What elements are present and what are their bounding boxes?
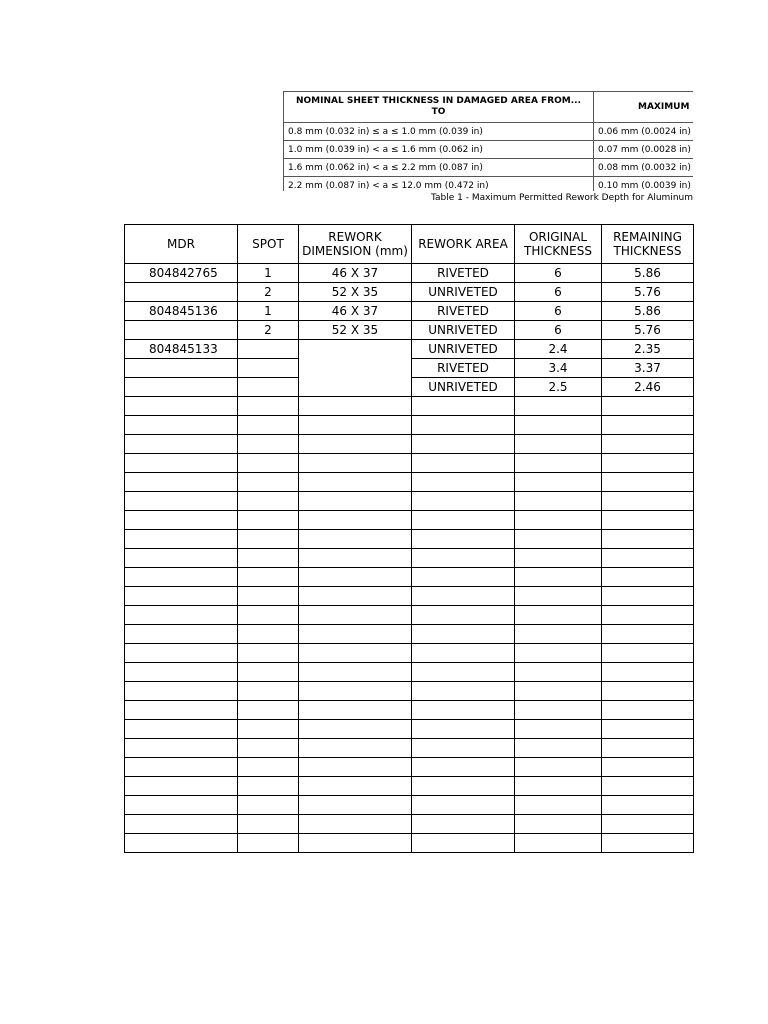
empty-cell[interactable] (515, 435, 602, 454)
cell-spot[interactable] (238, 340, 299, 359)
empty-cell[interactable] (125, 416, 238, 435)
empty-cell[interactable] (515, 815, 602, 834)
empty-cell[interactable] (299, 682, 412, 701)
cell-mdr[interactable]: 804845133 (125, 340, 238, 359)
empty-cell[interactable] (125, 397, 238, 416)
empty-cell[interactable] (602, 492, 694, 511)
empty-cell[interactable] (412, 663, 515, 682)
cell-rework-area[interactable]: RIVETED (412, 302, 515, 321)
empty-cell[interactable] (299, 454, 412, 473)
empty-cell[interactable] (602, 587, 694, 606)
empty-cell[interactable] (125, 777, 238, 796)
cell-spot[interactable] (238, 359, 299, 378)
empty-table-row (125, 568, 694, 587)
cell-mdr[interactable]: 804845136 (125, 302, 238, 321)
empty-cell[interactable] (412, 606, 515, 625)
empty-cell[interactable] (299, 606, 412, 625)
empty-cell[interactable] (238, 739, 299, 758)
cell-rework-dimension[interactable]: 52 X 35 (299, 321, 412, 340)
cell-rework-area[interactable]: UNRIVETED (412, 378, 515, 397)
empty-cell[interactable] (125, 587, 238, 606)
empty-cell[interactable] (238, 606, 299, 625)
header-remaining-thickness[interactable]: REMAINING THICKNESS (602, 225, 694, 264)
empty-cell[interactable] (238, 758, 299, 777)
cell-remaining-thickness[interactable]: 5.76 (602, 283, 694, 302)
empty-cell[interactable] (602, 720, 694, 739)
empty-cell[interactable] (602, 568, 694, 587)
cell-mdr[interactable]: 804842765 (125, 264, 238, 283)
cell-rework-dimension[interactable]: 52 X 35 (299, 283, 412, 302)
empty-cell[interactable] (238, 720, 299, 739)
empty-cell[interactable] (299, 397, 412, 416)
empty-table-row (125, 511, 694, 530)
reference-table-caption: Table 1 - Maximum Permitted Rework Depth for Aluminum (431, 193, 693, 203)
empty-table-row (125, 701, 694, 720)
empty-cell[interactable] (602, 606, 694, 625)
reference-cell: 2.2 mm (0.087 in) < a ≤ 12.0 mm (0.472 in) (284, 177, 594, 192)
empty-cell[interactable] (238, 644, 299, 663)
empty-cell[interactable] (515, 416, 602, 435)
empty-table-row (125, 663, 694, 682)
empty-cell[interactable] (602, 416, 694, 435)
empty-cell[interactable] (412, 625, 515, 644)
empty-table-row (125, 473, 694, 492)
empty-cell[interactable] (602, 663, 694, 682)
cell-remaining-thickness[interactable]: 5.86 (602, 302, 694, 321)
cell-original-thickness[interactable]: 6 (515, 321, 602, 340)
empty-cell[interactable] (602, 682, 694, 701)
header-rework-dimension[interactable]: REWORK DIMENSION (mm) (299, 225, 412, 264)
empty-cell[interactable] (412, 416, 515, 435)
empty-cell[interactable] (125, 663, 238, 682)
cell-original-thickness[interactable]: 3.4 (515, 359, 602, 378)
reference-header-thickness: NOMINAL SHEET THICKNESS IN DAMAGED AREA FROM... TO (284, 92, 594, 123)
empty-cell[interactable] (412, 644, 515, 663)
reference-table (283, 91, 693, 191)
empty-table-row (125, 796, 694, 815)
empty-table-row (125, 625, 694, 644)
empty-cell[interactable] (238, 492, 299, 511)
cell-spot[interactable]: 2 (238, 321, 299, 340)
empty-cell[interactable] (515, 625, 602, 644)
empty-cell[interactable] (602, 701, 694, 720)
rework-sheet-table (124, 224, 694, 853)
empty-cell[interactable] (515, 473, 602, 492)
empty-cell[interactable] (515, 397, 602, 416)
empty-cell[interactable] (412, 815, 515, 834)
empty-cell[interactable] (299, 587, 412, 606)
cell-remaining-thickness[interactable]: 2.35 (602, 340, 694, 359)
cell-spot[interactable]: 2 (238, 283, 299, 302)
cell-rework-dimension[interactable]: 46 X 37 (299, 264, 412, 283)
empty-cell[interactable] (299, 720, 412, 739)
empty-table-row (125, 720, 694, 739)
empty-cell[interactable] (602, 834, 694, 853)
empty-table-row (125, 549, 694, 568)
empty-cell[interactable] (602, 530, 694, 549)
reference-cell: 0.06 mm (0.0024 in) (594, 123, 694, 141)
empty-cell[interactable] (238, 568, 299, 587)
table-row (125, 302, 694, 321)
cell-original-thickness[interactable]: 6 (515, 302, 602, 321)
empty-cell[interactable] (125, 492, 238, 511)
reference-row (284, 123, 694, 141)
empty-table-row (125, 758, 694, 777)
empty-cell[interactable] (238, 777, 299, 796)
table-row (125, 321, 694, 340)
cell-mdr[interactable] (125, 283, 238, 302)
empty-cell[interactable] (515, 549, 602, 568)
empty-cell[interactable] (299, 644, 412, 663)
empty-cell[interactable] (125, 815, 238, 834)
reference-header-maximum: MAXIMUM (594, 92, 694, 123)
empty-cell[interactable] (515, 758, 602, 777)
reference-cell: 0.07 mm (0.0028 in) (594, 141, 694, 159)
empty-cell[interactable] (125, 435, 238, 454)
empty-cell[interactable] (299, 549, 412, 568)
empty-cell[interactable] (412, 758, 515, 777)
empty-cell[interactable] (299, 815, 412, 834)
empty-cell[interactable] (602, 758, 694, 777)
empty-cell[interactable] (515, 796, 602, 815)
empty-cell[interactable] (412, 530, 515, 549)
table-row (125, 264, 694, 283)
empty-table-row (125, 739, 694, 758)
empty-cell[interactable] (515, 492, 602, 511)
empty-cell[interactable] (299, 416, 412, 435)
empty-cell[interactable] (299, 625, 412, 644)
empty-cell[interactable] (125, 739, 238, 758)
reference-row (284, 141, 694, 159)
reference-row (284, 159, 694, 177)
cell-rework-area[interactable]: RIVETED (412, 264, 515, 283)
empty-cell[interactable] (238, 454, 299, 473)
empty-cell[interactable] (125, 473, 238, 492)
empty-cell[interactable] (238, 473, 299, 492)
reference-cell: 0.8 mm (0.032 in) ≤ a ≤ 1.0 mm (0.039 in) (284, 123, 594, 141)
empty-cell[interactable] (299, 758, 412, 777)
empty-cell[interactable] (412, 568, 515, 587)
empty-cell[interactable] (515, 777, 602, 796)
header-spot[interactable]: SPOT (238, 225, 299, 264)
empty-cell[interactable] (602, 511, 694, 530)
empty-cell[interactable] (299, 473, 412, 492)
cell-original-thickness[interactable]: 2.4 (515, 340, 602, 359)
cell-original-thickness[interactable]: 6 (515, 283, 602, 302)
empty-cell[interactable] (412, 549, 515, 568)
empty-cell[interactable] (515, 587, 602, 606)
empty-cell[interactable] (125, 549, 238, 568)
empty-cell[interactable] (125, 758, 238, 777)
empty-table-row (125, 815, 694, 834)
empty-cell[interactable] (125, 796, 238, 815)
empty-cell[interactable] (602, 815, 694, 834)
empty-cell[interactable] (602, 777, 694, 796)
empty-cell[interactable] (515, 701, 602, 720)
empty-cell[interactable] (602, 397, 694, 416)
empty-cell[interactable] (412, 473, 515, 492)
empty-cell[interactable] (125, 720, 238, 739)
cell-rework-dimension[interactable]: 46 X 37 (299, 302, 412, 321)
empty-cell[interactable] (412, 796, 515, 815)
cell-remaining-thickness[interactable]: 5.76 (602, 321, 694, 340)
empty-cell[interactable] (515, 644, 602, 663)
empty-cell[interactable] (412, 587, 515, 606)
empty-cell[interactable] (125, 682, 238, 701)
empty-cell[interactable] (515, 454, 602, 473)
cell-spot[interactable] (238, 378, 299, 397)
empty-table-row (125, 435, 694, 454)
empty-cell[interactable] (412, 720, 515, 739)
cell-remaining-thickness[interactable]: 2.46 (602, 378, 694, 397)
empty-cell[interactable] (125, 568, 238, 587)
empty-cell[interactable] (602, 796, 694, 815)
empty-cell[interactable] (412, 454, 515, 473)
cell-rework-area[interactable]: RIVETED (412, 359, 515, 378)
empty-cell[interactable] (238, 682, 299, 701)
empty-cell[interactable] (602, 625, 694, 644)
empty-cell[interactable] (299, 777, 412, 796)
empty-cell[interactable] (515, 682, 602, 701)
empty-cell[interactable] (238, 834, 299, 853)
empty-table-row (125, 454, 694, 473)
empty-cell[interactable] (412, 511, 515, 530)
cell-original-thickness[interactable]: 2.5 (515, 378, 602, 397)
empty-cell[interactable] (412, 397, 515, 416)
reference-cell: 1.0 mm (0.039 in) < a ≤ 1.6 mm (0.062 in) (284, 141, 594, 159)
empty-cell[interactable] (299, 663, 412, 682)
reference-cell: 0.08 mm (0.0032 in) (594, 159, 694, 177)
empty-cell[interactable] (602, 435, 694, 454)
cell-rework-dimension-merged[interactable] (299, 340, 412, 397)
empty-table-row (125, 606, 694, 625)
empty-cell[interactable] (412, 492, 515, 511)
empty-cell[interactable] (299, 739, 412, 758)
empty-cell[interactable] (412, 701, 515, 720)
reference-table-image (283, 91, 693, 191)
empty-cell[interactable] (299, 435, 412, 454)
empty-cell[interactable] (515, 606, 602, 625)
empty-cell[interactable] (299, 511, 412, 530)
empty-cell[interactable] (238, 796, 299, 815)
empty-table-row (125, 777, 694, 796)
empty-cell[interactable] (515, 530, 602, 549)
empty-cell[interactable] (299, 796, 412, 815)
empty-cell[interactable] (238, 397, 299, 416)
empty-cell[interactable] (602, 644, 694, 663)
empty-cell[interactable] (238, 530, 299, 549)
cell-rework-area[interactable]: UNRIVETED (412, 321, 515, 340)
empty-table-row (125, 416, 694, 435)
empty-cell[interactable] (125, 511, 238, 530)
empty-cell[interactable] (125, 644, 238, 663)
cell-remaining-thickness[interactable]: 3.37 (602, 359, 694, 378)
cell-remaining-thickness[interactable]: 5.86 (602, 264, 694, 283)
cell-mdr[interactable] (125, 378, 238, 397)
reference-header-row (284, 92, 694, 123)
reference-row (284, 177, 694, 192)
table-row (125, 283, 694, 302)
empty-cell[interactable] (299, 701, 412, 720)
empty-cell[interactable] (515, 568, 602, 587)
empty-cell[interactable] (238, 435, 299, 454)
empty-cell[interactable] (412, 682, 515, 701)
empty-cell[interactable] (238, 663, 299, 682)
empty-cell[interactable] (412, 739, 515, 758)
empty-table-row (125, 530, 694, 549)
empty-cell[interactable] (238, 416, 299, 435)
empty-cell[interactable] (412, 435, 515, 454)
empty-cell[interactable] (299, 492, 412, 511)
empty-cell[interactable] (238, 625, 299, 644)
table-row (125, 340, 694, 359)
empty-cell[interactable] (125, 606, 238, 625)
empty-table-row (125, 644, 694, 663)
empty-cell[interactable] (125, 834, 238, 853)
empty-cell[interactable] (515, 834, 602, 853)
empty-cell[interactable] (602, 454, 694, 473)
cell-spot[interactable]: 1 (238, 302, 299, 321)
empty-cell[interactable] (238, 701, 299, 720)
sheet-header-row (125, 225, 694, 264)
empty-cell[interactable] (299, 568, 412, 587)
empty-cell[interactable] (515, 663, 602, 682)
empty-cell[interactable] (238, 511, 299, 530)
empty-cell[interactable] (125, 625, 238, 644)
empty-cell[interactable] (515, 739, 602, 758)
empty-table-row (125, 397, 694, 416)
empty-table-row (125, 682, 694, 701)
cell-spot[interactable]: 1 (238, 264, 299, 283)
header-original-thickness[interactable]: ORIGINAL THICKNESS (515, 225, 602, 264)
cell-mdr[interactable] (125, 321, 238, 340)
empty-cell[interactable] (125, 530, 238, 549)
empty-cell[interactable] (125, 701, 238, 720)
empty-cell[interactable] (602, 739, 694, 758)
empty-cell[interactable] (238, 587, 299, 606)
cell-original-thickness[interactable]: 6 (515, 264, 602, 283)
cell-mdr[interactable] (125, 359, 238, 378)
empty-cell[interactable] (412, 777, 515, 796)
empty-cell[interactable] (602, 473, 694, 492)
empty-table-row (125, 492, 694, 511)
empty-cell[interactable] (602, 549, 694, 568)
cell-rework-area[interactable]: UNRIVETED (412, 340, 515, 359)
empty-cell[interactable] (238, 815, 299, 834)
reference-cell: 1.6 mm (0.062 in) < a ≤ 2.2 mm (0.087 in) (284, 159, 594, 177)
empty-table-row (125, 834, 694, 853)
header-rework-area[interactable]: REWORK AREA (412, 225, 515, 264)
reference-cell: 0.10 mm (0.0039 in) (594, 177, 694, 192)
empty-cell[interactable] (125, 454, 238, 473)
empty-cell[interactable] (299, 834, 412, 853)
empty-cell[interactable] (412, 834, 515, 853)
empty-cell[interactable] (515, 720, 602, 739)
cell-rework-area[interactable]: UNRIVETED (412, 283, 515, 302)
empty-cell[interactable] (238, 549, 299, 568)
empty-cell[interactable] (299, 530, 412, 549)
empty-cell[interactable] (515, 511, 602, 530)
header-mdr[interactable]: MDR (125, 225, 238, 264)
empty-table-row (125, 587, 694, 606)
